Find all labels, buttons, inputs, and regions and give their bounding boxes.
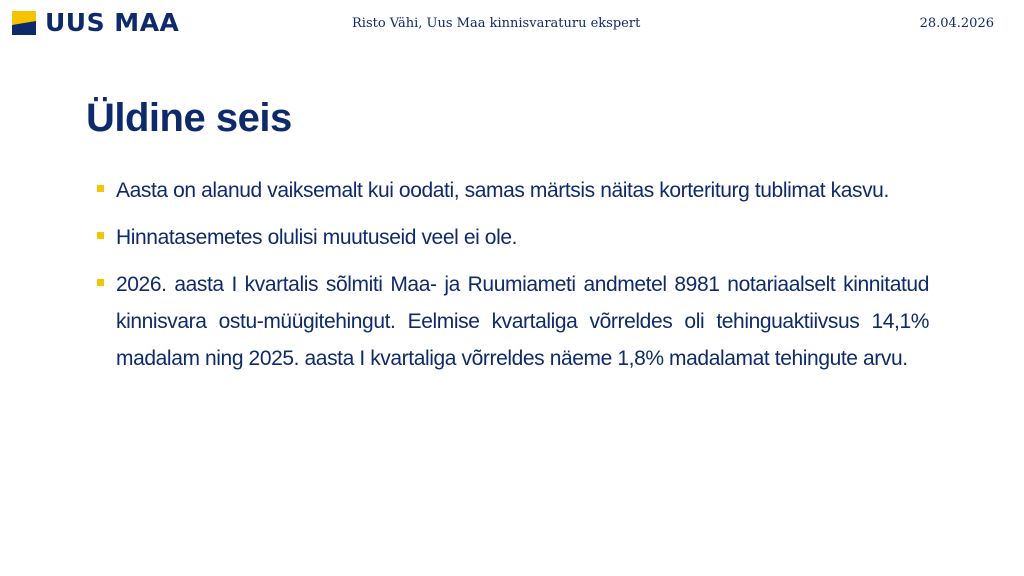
square-bullet-icon xyxy=(97,279,104,286)
bullet-list xyxy=(96,172,929,387)
bullet-text: 2026. aasta I kvartalis sõlmiti Maa- ja Ruumiameti andmetel 8981 notariaalselt kinnitatud kinnisvara ostu-müügitehingut. Eelmise kvartaliga võrreldes oli tehinguaktiivsus 14,1% madalam ning 2025. aasta I kvartaliga võrreldes näeme 1,8% madalamat tehingute arvu. xyxy=(116,273,929,370)
square-bullet-icon xyxy=(97,185,104,192)
slide-title: Üldine seis xyxy=(86,96,292,140)
slide-date: 28.04.2026 xyxy=(919,16,994,31)
bullet-item xyxy=(96,266,929,377)
bullet-item xyxy=(96,172,929,209)
uus-maa-logo-icon xyxy=(12,11,36,35)
logo-wordmark: UUS MAA xyxy=(45,8,180,37)
bullet-item xyxy=(96,219,929,256)
square-bullet-icon xyxy=(97,232,104,239)
presenter-caption: Risto Vähi, Uus Maa kinnisvaraturu ekspert xyxy=(352,16,641,31)
bullet-text: Hinnatasemetes olulisi muutuseid veel ei ole. xyxy=(116,226,518,249)
bullet-text: Aasta on alanud vaiksemalt kui oodati, samas märtsis näitas korteriturg tublimat kasvu. xyxy=(116,179,889,202)
brand-logo xyxy=(12,10,179,36)
